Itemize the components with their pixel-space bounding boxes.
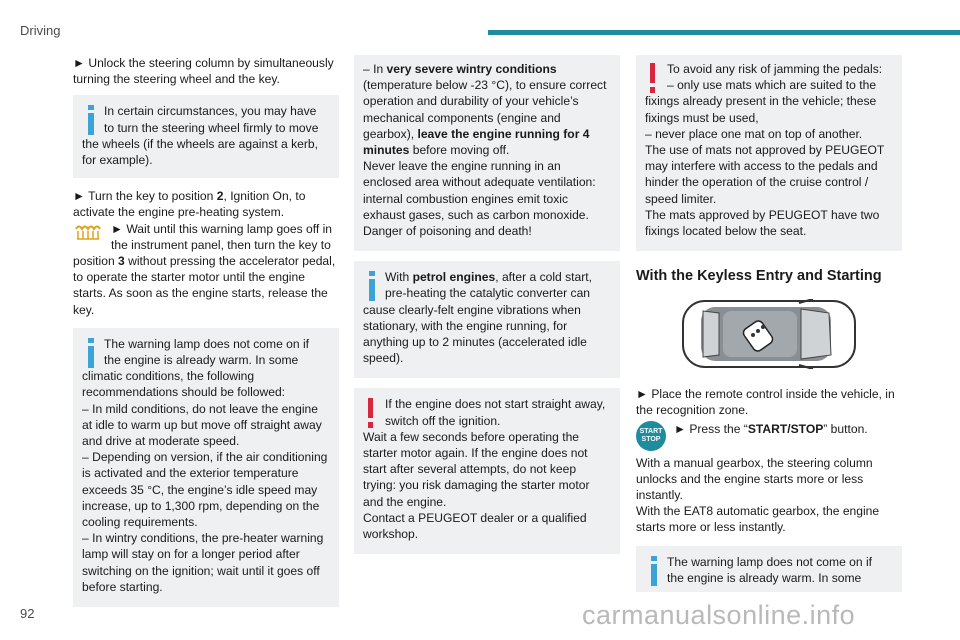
step-press-start: START STOP ► Press the “START/STOP” button.	[636, 421, 902, 451]
warning-text: Contact a PEUGEOT dealer or a qualified workshop.	[363, 510, 587, 542]
column-3	[636, 55, 902, 592]
step-wait-lamp: ► Wait until this warning lamp goes off in the instrument panel, then turn the key to position 3 without pressing the accelerator pedal, to operate the starter motor until the engine starts. As soon as the engine starts, release the key.	[73, 221, 336, 317]
column-1	[73, 55, 339, 607]
car-top-view-icon	[681, 299, 857, 369]
step-place-remote: ► Place the remote control inside the vehicle, in the recognition zone.	[636, 387, 895, 418]
warning-text: Wait a few seconds before operating the starter motor again. If the engine does not start after several attempts, do not keep trying: you risk damaging the starter motor and the engine.	[363, 429, 590, 509]
info-text: The warning lamp does not come on if the engine is already warm. In some	[667, 554, 873, 585]
start-stop-button-icon: START STOP	[636, 421, 666, 451]
info-text: – Depending on version, if the air conditioning is activated and the exterior temperature exceeds 35 °C, the engine’s idle speed may increase, up to 1,300 rpm, depending on the cooling requirements.	[82, 450, 328, 530]
section-title: Driving	[20, 23, 61, 38]
warning-text: – only use mats which are suited to the fixings already present in the vehicle; these fixings must be used,	[645, 78, 877, 125]
preheat-warning-lamp-icon	[73, 221, 103, 243]
warning-text: – never place one mat on top of another.	[645, 126, 863, 141]
info-icon	[645, 554, 667, 586]
info-box-petrol	[354, 261, 620, 378]
warning-text: To avoid any risk of jamming the pedals:	[667, 62, 883, 76]
column-2	[354, 55, 620, 554]
warning-text: The mats approved by PEUGEOT have two fixings located below the seat.	[645, 207, 880, 239]
header-accent-bar	[488, 30, 960, 35]
warning-text: Never leave the engine running in an enclosed area without adequate ventilation: internal combustion engines emit toxic exhaust gases, such as carbon monoxide. Danger of poisoning and death!	[363, 159, 596, 239]
info-text: – In wintry conditions, the pre-heater warning lamp will stay on for a longer period after switching on the ignition; wait until it goes off before starting.	[82, 531, 324, 594]
step-unlock-steering: ► Unlock the steering column by simultaneously turning the steering wheel and the key.	[73, 56, 334, 87]
manual-gearbox-text: With a manual gearbox, the steering column unlocks and the engine starts more or less instantly.	[636, 455, 873, 503]
warning-text: – In very severe wintry conditions (temperature below -23 °C), to ensure correct operation and durability of your vehicle’s mechanical components (engine and gearbox), leave the engine running for 4 minutes before moving off.	[363, 62, 607, 158]
warning-icon	[363, 396, 385, 428]
info-box-warm-engine	[636, 546, 902, 592]
warning-text: The use of mats not approved by PEUGEOT may interfere with access to the pedals and hinder the operation of the cruise control / speed limiter.	[645, 143, 885, 206]
info-text: With petrol engines, after a cold start, pre-heating the catalytic converter can cause clearly-felt engine vibrations when stationary, with the engine running, for anything up to 2 minutes (accelerated idle speed).	[363, 270, 593, 366]
warning-box-wintry	[354, 55, 620, 251]
info-box	[73, 95, 339, 178]
automatic-gearbox-text: With the EAT8 automatic gearbox, the engine starts more or less instantly.	[636, 504, 880, 535]
watermark: carmanualsonline.info	[582, 600, 856, 630]
page-number: 92	[20, 606, 35, 621]
warning-box-no-start	[354, 388, 620, 554]
info-text: In certain circumstances, you may have to turn the steering wheel firmly to move the wheels (if the wheels are against a kerb, for example).	[82, 104, 319, 168]
info-icon	[82, 103, 104, 135]
info-box-warm-engine	[73, 328, 339, 607]
info-text: The warning lamp does not come on if the engine is already warm. In some climatic conditions, the following recommendations should be followed:	[82, 336, 310, 400]
warning-text: If the engine does not start straight away, switch off the ignition.	[385, 397, 606, 428]
step-ignition-on: ► Turn the key to position 2, Ignition On, to activate the engine pre-heating system.	[73, 189, 306, 220]
warning-box-mats	[636, 55, 902, 251]
info-text: – In mild conditions, do not leave the engine at idle to warm up but move off straight away and drive at moderate speed.	[82, 401, 322, 449]
car-illustration	[636, 299, 902, 374]
warning-icon	[645, 61, 667, 93]
info-icon	[363, 269, 385, 301]
info-icon	[82, 336, 104, 368]
section-heading: With the Keyless Entry and Starting	[636, 268, 882, 285]
